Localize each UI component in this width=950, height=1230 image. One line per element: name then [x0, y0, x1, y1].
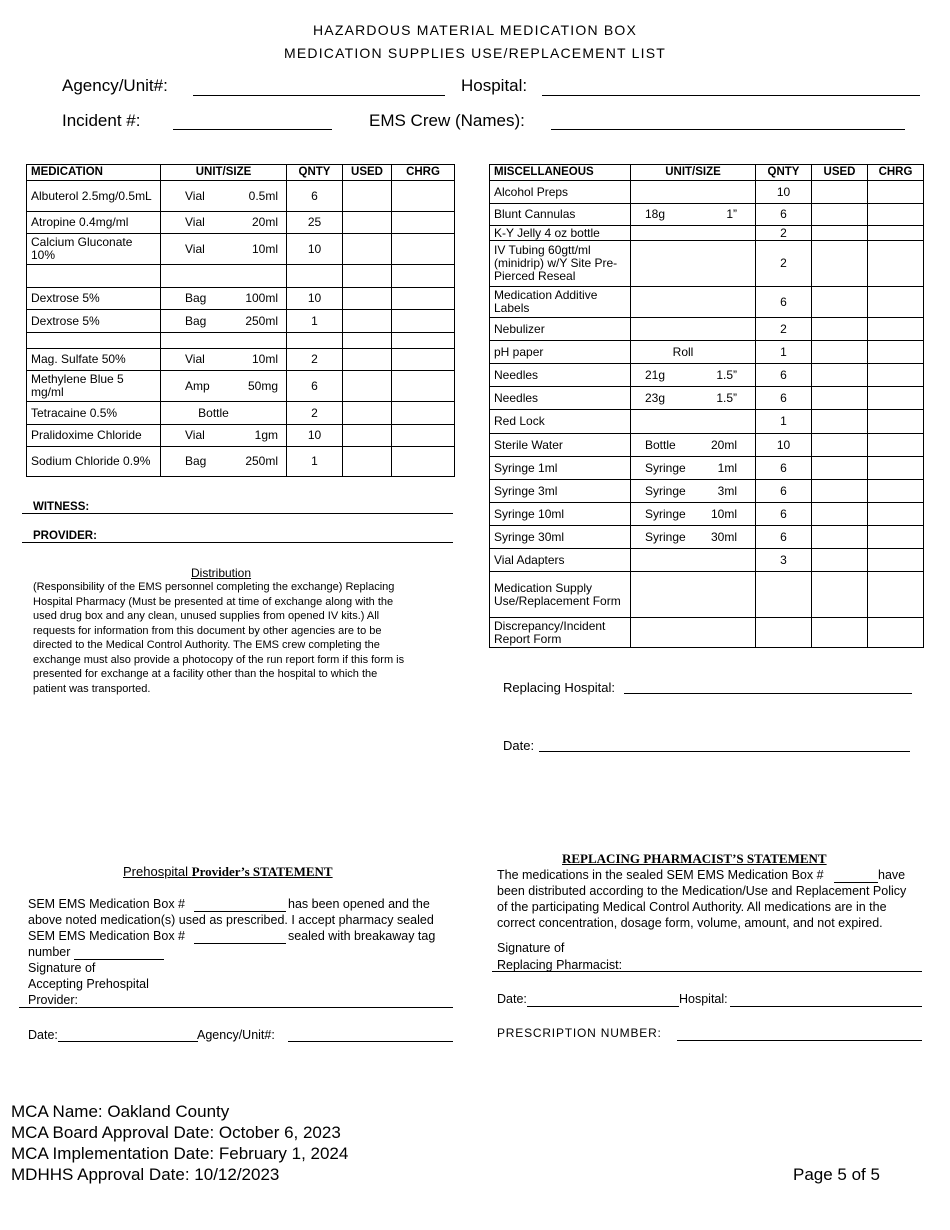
unit-size-cell — [161, 425, 287, 447]
unit-size-cell — [631, 341, 756, 364]
quantity: 6 — [756, 364, 812, 387]
charge-cell[interactable] — [868, 226, 924, 241]
used-cell[interactable] — [343, 288, 392, 310]
item-name: Dextrose 5% — [27, 288, 161, 310]
table-row — [27, 310, 455, 333]
charge-cell[interactable] — [392, 425, 455, 447]
agency-label: Agency/Unit#: — [62, 76, 168, 95]
item-name: Syringe 3ml — [490, 480, 631, 503]
crew-label: EMS Crew (Names): — [369, 111, 525, 130]
charge-cell[interactable] — [392, 234, 455, 265]
item-name: Needles — [490, 387, 631, 410]
used-cell[interactable] — [812, 287, 868, 318]
unit: Bag — [185, 313, 207, 328]
charge-cell[interactable] — [868, 410, 924, 434]
used-cell[interactable] — [812, 181, 868, 204]
crew-field[interactable] — [551, 129, 905, 130]
unit: Syringe — [645, 506, 686, 521]
charge-cell[interactable] — [392, 310, 455, 333]
table-row — [490, 226, 924, 241]
unit-size-cell — [631, 480, 756, 503]
charge-cell[interactable] — [868, 387, 924, 410]
charge-cell[interactable] — [868, 503, 924, 526]
table-row — [490, 480, 924, 503]
unit-size-cell — [631, 503, 756, 526]
charge-cell[interactable] — [392, 349, 455, 371]
table-row — [27, 181, 455, 212]
size: 250ml — [245, 313, 278, 328]
table-row — [490, 526, 924, 549]
quantity: 2 — [287, 402, 343, 425]
unit: Vial — [185, 428, 205, 442]
unit-size-cell — [161, 181, 287, 212]
provider-sig-label2: Accepting Prehospital — [28, 977, 149, 991]
charge-cell[interactable] — [868, 241, 924, 287]
unit: Amp — [185, 378, 210, 393]
table-row — [27, 234, 455, 265]
item-name: Pralidoxime Chloride — [27, 425, 161, 447]
quantity: 6 — [756, 387, 812, 410]
unit-size-cell — [631, 434, 756, 457]
distribution-text: (Responsibility of the EMS personnel completing the exchange) Replacing Hospital Pharmacy (Must be presented at time of exchange along with the used drug box and any clean, unused supplies from opened IV kits.) All requests for information from this document by other agencies are to be directed to the Medical Control Authority. The EMS crew completing the exchange must also provide a photocopy of the run report form if this form is presented for exchange at a facility other than the hospital to which the patient was transported. — [33, 581, 405, 695]
table-row — [490, 181, 924, 204]
mdhhs-approval-date: MDHHS Approval Date: 10/12/2023 — [11, 1165, 280, 1184]
item-name: Blunt Cannulas — [490, 204, 631, 226]
unit: Syringe — [645, 483, 686, 498]
form-title: HAZARDOUS MATERIAL MEDICATION BOX — [312, 22, 638, 38]
item-name: pH paper — [490, 341, 631, 364]
quantity: 25 — [287, 212, 343, 234]
table-row — [27, 288, 455, 310]
unit-size-cell — [631, 572, 756, 618]
size: 1ml — [717, 460, 737, 475]
unit: Syringe — [645, 460, 686, 475]
used-cell[interactable] — [812, 434, 868, 457]
unit: Syringe — [645, 529, 686, 544]
pharmacist-statement-line1b: have — [878, 868, 906, 882]
col-header: CHRG — [868, 165, 924, 181]
table-row — [27, 212, 455, 234]
size: 1” — [726, 207, 737, 221]
provider-sig-label1: Signature of — [28, 961, 96, 975]
unit-size-cell — [161, 234, 287, 265]
item-name: Methylene Blue 5 mg/ml — [27, 371, 161, 402]
charge-cell[interactable] — [868, 318, 924, 341]
quantity: 6 — [756, 457, 812, 480]
replacing-date-label: Date: — [503, 738, 535, 753]
charge-cell[interactable] — [868, 457, 924, 480]
quantity: 10 — [756, 181, 812, 204]
table-row — [490, 341, 924, 364]
unit-size-cell — [631, 226, 756, 241]
mca-name: MCA Name: Oakland County — [11, 1102, 230, 1121]
used-cell[interactable] — [812, 503, 868, 526]
provider-signature-field[interactable] — [19, 1007, 453, 1008]
charge-cell[interactable] — [868, 480, 924, 503]
quantity: 6 — [756, 503, 812, 526]
quantity: 2 — [756, 241, 812, 287]
quantity — [287, 265, 343, 288]
hospital-label: Hospital: — [461, 76, 528, 95]
unit: Bag — [185, 291, 207, 305]
used-cell[interactable] — [343, 371, 392, 402]
used-cell[interactable] — [343, 265, 392, 288]
charge-cell[interactable] — [868, 549, 924, 572]
provider-statement-line2: above noted medication(s) used as prescribed. I accept pharmacy sealed — [28, 913, 434, 927]
size: 10ml — [251, 241, 278, 256]
distribution-title: Distribution — [191, 566, 252, 580]
unit: Roll — [672, 344, 694, 359]
unit-size-cell — [631, 204, 756, 226]
size: 1gm — [254, 428, 278, 442]
quantity: 6 — [756, 204, 812, 226]
item-name — [27, 265, 161, 288]
unit-size-cell — [631, 181, 756, 204]
used-cell[interactable] — [812, 618, 868, 648]
replacing-date-field[interactable] — [539, 751, 910, 752]
used-cell[interactable] — [812, 204, 868, 226]
charge-cell[interactable] — [392, 402, 455, 425]
incident-field[interactable] — [173, 129, 332, 130]
unit: 18g — [645, 207, 666, 221]
col-header: UNIT/SIZE — [631, 165, 756, 181]
size: 1.5” — [716, 390, 737, 405]
unit: Bottle — [198, 405, 229, 420]
col-header: MISCELLANEOUS — [490, 165, 631, 181]
used-cell[interactable] — [343, 447, 392, 477]
table-row — [490, 503, 924, 526]
provider-statement-title-b: Provider’s STATEMENT — [191, 864, 333, 879]
used-cell[interactable] — [812, 226, 868, 241]
table-row — [490, 364, 924, 387]
unit: 23g — [645, 390, 666, 405]
provider-label: PROVIDER: — [33, 530, 97, 542]
item-name: Syringe 1ml — [490, 457, 631, 480]
charge-cell[interactable] — [392, 447, 455, 477]
board-approval-date: MCA Board Approval Date: October 6, 2023 — [11, 1123, 341, 1142]
used-cell[interactable] — [812, 526, 868, 549]
statement-text: SEM EMS Medication Box # — [28, 897, 186, 911]
unit-size-cell — [161, 447, 287, 477]
page-number: Page 5 of 5 — [793, 1165, 880, 1184]
unit: 21g — [645, 367, 666, 382]
charge-cell[interactable] — [868, 434, 924, 457]
unit-size-cell — [161, 288, 287, 310]
pharmacist-statement-line3: of the participating Medical Control Authority. All medications are in the — [497, 900, 887, 914]
pharmacist-hospital-field[interactable] — [730, 1006, 922, 1007]
table-row — [490, 618, 924, 648]
unit: Bag — [185, 454, 207, 468]
quantity: 2 — [287, 349, 343, 371]
unit: Bottle — [645, 437, 676, 452]
replacing-hospital-field[interactable] — [624, 693, 912, 694]
used-cell[interactable] — [343, 181, 392, 212]
charge-cell[interactable] — [868, 287, 924, 318]
item-name: Calcium Gluconate 10% — [27, 234, 161, 265]
quantity: 1 — [287, 447, 343, 477]
used-cell[interactable] — [343, 212, 392, 234]
col-header: USED — [812, 165, 868, 181]
used-cell[interactable] — [343, 234, 392, 265]
provider-statement-line3b: sealed with breakaway tag — [288, 929, 436, 943]
pharmacist-statement-line1: The medications in the sealed SEM EMS Medication Box # — [497, 868, 824, 882]
used-cell[interactable] — [343, 333, 392, 349]
sealed-box-number-field[interactable] — [194, 943, 286, 944]
item-name: K-Y Jelly 4 oz bottle — [490, 226, 631, 241]
table-row — [27, 265, 455, 288]
col-header: QNTY — [287, 165, 343, 181]
quantity — [756, 618, 812, 648]
used-cell[interactable] — [812, 318, 868, 341]
used-cell[interactable] — [812, 341, 868, 364]
charge-cell[interactable] — [392, 265, 455, 288]
col-header: UNIT/SIZE — [161, 165, 287, 181]
size: 250ml — [245, 454, 278, 468]
size: 100ml — [245, 291, 278, 305]
table-row — [490, 387, 924, 410]
item-name: Nebulizer — [490, 318, 631, 341]
implementation-date: MCA Implementation Date: February 1, 2024 — [11, 1144, 349, 1163]
charge-cell[interactable] — [392, 212, 455, 234]
unit: Vial — [185, 352, 205, 366]
unit-size-cell — [631, 287, 756, 318]
hospital-field[interactable] — [542, 95, 920, 96]
unit-size-cell — [631, 618, 756, 648]
charge-cell[interactable] — [868, 618, 924, 648]
quantity: 2 — [756, 226, 812, 241]
table-row — [490, 287, 924, 318]
used-cell[interactable] — [812, 572, 868, 618]
quantity: 1 — [756, 410, 812, 434]
used-cell[interactable] — [812, 410, 868, 434]
charge-cell[interactable] — [868, 526, 924, 549]
item-name: Mag. Sulfate 50% — [27, 349, 161, 371]
unit-size-cell — [161, 402, 287, 425]
unit: Vial — [185, 188, 205, 203]
item-name: Needles — [490, 364, 631, 387]
pharmacist-date-label: Date: — [497, 992, 527, 1006]
prescription-number-field[interactable] — [677, 1040, 922, 1041]
provider-statement-line3: SEM EMS Medication Box # — [28, 929, 186, 943]
quantity — [756, 572, 812, 618]
provider-statement-line1 — [28, 896, 185, 912]
used-cell[interactable] — [343, 310, 392, 333]
item-name: Sodium Chloride 0.9% — [27, 447, 161, 477]
provider-statement-line4: number — [28, 945, 71, 959]
item-name: Discrepancy/Incident Report Form — [490, 618, 631, 648]
incident-label: Incident #: — [62, 111, 141, 130]
witness-label: WITNESS: — [33, 501, 90, 513]
unit-size-cell — [161, 371, 287, 402]
unit-size-cell — [161, 212, 287, 234]
unit-size-cell — [631, 410, 756, 434]
unit-size-cell — [161, 265, 287, 288]
size: 20ml — [251, 215, 278, 229]
used-cell[interactable] — [343, 425, 392, 447]
col-header: QNTY — [756, 165, 812, 181]
used-cell[interactable] — [343, 349, 392, 371]
unit-size-cell — [631, 549, 756, 572]
used-cell[interactable] — [343, 402, 392, 425]
pharmacist-statement-line4: correct concentration, dosage form, volume, amount, and not expired. — [497, 916, 883, 930]
unit-size-cell — [161, 333, 287, 349]
form-subtitle: MEDICATION SUPPLIES USE/REPLACEMENT LIST — [283, 45, 666, 61]
unit-size-cell — [631, 364, 756, 387]
size: 30ml — [710, 529, 737, 544]
table-row — [27, 402, 455, 425]
item-name: IV Tubing 60gtt/ml (minidrip) w/Y Site Pre-Pierced Reseal — [490, 241, 631, 287]
unit: Vial — [185, 215, 205, 229]
table-row — [490, 549, 924, 572]
table-row — [490, 204, 924, 226]
charge-cell[interactable] — [868, 572, 924, 618]
quantity: 10 — [756, 434, 812, 457]
provider-statement-line1b: has been opened and the — [288, 897, 430, 911]
used-cell[interactable] — [812, 241, 868, 287]
provider-signature-line[interactable] — [22, 542, 453, 543]
item-name: Sterile Water — [490, 434, 631, 457]
charge-cell[interactable] — [868, 341, 924, 364]
unit-size-cell — [631, 318, 756, 341]
charge-cell[interactable] — [392, 333, 455, 349]
unit-size-cell — [161, 310, 287, 333]
unit-size-cell — [631, 457, 756, 480]
size: 3ml — [717, 483, 737, 498]
quantity: 10 — [287, 288, 343, 310]
witness-signature-line[interactable] — [22, 513, 453, 514]
provider-statement-title-a: Prehospital — [123, 864, 192, 879]
quantity: 6 — [756, 287, 812, 318]
item-name: Atropine 0.4mg/ml — [27, 212, 161, 234]
item-name: Medication Additive Labels — [490, 287, 631, 318]
table-row — [490, 572, 924, 618]
item-name: Alcohol Preps — [490, 181, 631, 204]
table-row — [490, 410, 924, 434]
quantity — [287, 333, 343, 349]
size: 10ml — [710, 506, 737, 521]
table-row — [490, 318, 924, 341]
pharmacist-signature-field[interactable] — [492, 971, 922, 972]
unit-size-cell — [631, 526, 756, 549]
quantity: 1 — [756, 341, 812, 364]
provider-date-field[interactable] — [58, 1041, 198, 1042]
medication-table — [26, 164, 455, 477]
provider-agency-label: Agency/Unit#: — [197, 1028, 275, 1042]
quantity: 10 — [287, 425, 343, 447]
unit-size-cell — [631, 387, 756, 410]
pharmacist-sig-label2: Replacing Pharmacist: — [497, 958, 623, 972]
miscellaneous-table — [489, 164, 924, 648]
quantity: 10 — [287, 234, 343, 265]
table-row — [490, 241, 924, 287]
size: 1.5” — [716, 367, 737, 382]
table-row — [27, 447, 455, 477]
item-name: Syringe 10ml — [490, 503, 631, 526]
item-name: Dextrose 5% — [27, 310, 161, 333]
unit-size-cell — [631, 241, 756, 287]
pharmacist-statement-line2: been distributed according to the Medication/Use and Replacement Policy — [497, 884, 907, 898]
unit: Vial — [185, 241, 205, 256]
col-header: CHRG — [392, 165, 455, 181]
pharmacist-date-field[interactable] — [527, 1006, 679, 1007]
quantity: 6 — [287, 371, 343, 402]
table-header-row — [490, 165, 924, 181]
used-cell[interactable] — [812, 480, 868, 503]
table-row — [490, 434, 924, 457]
table-row — [27, 333, 455, 349]
table-header-row — [27, 165, 455, 181]
quantity: 3 — [756, 549, 812, 572]
size: 10ml — [251, 352, 278, 366]
charge-cell[interactable] — [392, 288, 455, 310]
provider-sig-label3: Provider: — [28, 993, 79, 1007]
quantity: 6 — [756, 480, 812, 503]
item-name: Red Lock — [490, 410, 631, 434]
quantity: 6 — [756, 526, 812, 549]
charge-cell[interactable] — [392, 371, 455, 402]
table-row — [27, 371, 455, 402]
item-name: Albuterol 2.5mg/0.5mL — [27, 181, 161, 212]
pharmacist-hospital-label: Hospital: — [679, 992, 728, 1006]
item-name: Syringe 30ml — [490, 526, 631, 549]
table-row — [27, 349, 455, 371]
item-name: Tetracaine 0.5% — [27, 402, 161, 425]
agency-field[interactable] — [193, 95, 445, 96]
charge-cell[interactable] — [392, 181, 455, 212]
size: 50mg — [247, 378, 278, 393]
used-cell[interactable] — [812, 364, 868, 387]
size: 0.5ml — [248, 188, 278, 203]
provider-statement-title — [123, 864, 333, 880]
provider-agency-field[interactable] — [288, 1041, 453, 1042]
charge-cell[interactable] — [868, 364, 924, 387]
prescription-number-label: PRESCRIPTION NUMBER: — [497, 1026, 662, 1040]
pharmacist-sig-label1: Signature of — [497, 941, 565, 955]
used-cell[interactable] — [812, 387, 868, 410]
quantity: 6 — [287, 181, 343, 212]
table-row — [490, 457, 924, 480]
used-cell[interactable] — [812, 549, 868, 572]
item-name — [27, 333, 161, 349]
replacing-hospital-label: Replacing Hospital: — [503, 680, 616, 695]
col-header: MEDICATION — [27, 165, 161, 181]
item-name: Medication Supply Use/Replacement Form — [490, 572, 631, 618]
charge-cell[interactable] — [868, 181, 924, 204]
provider-date-label: Date: — [28, 1028, 58, 1042]
pharmacist-statement-title: REPLACING PHARMACIST’S STATEMENT — [562, 851, 827, 866]
col-header: USED — [343, 165, 392, 181]
charge-cell[interactable] — [868, 204, 924, 226]
table-row — [27, 425, 455, 447]
quantity: 2 — [756, 318, 812, 341]
unit-size-cell — [161, 349, 287, 371]
quantity: 1 — [287, 310, 343, 333]
item-name: Vial Adapters — [490, 549, 631, 572]
size: 20ml — [710, 437, 737, 452]
used-cell[interactable] — [812, 457, 868, 480]
